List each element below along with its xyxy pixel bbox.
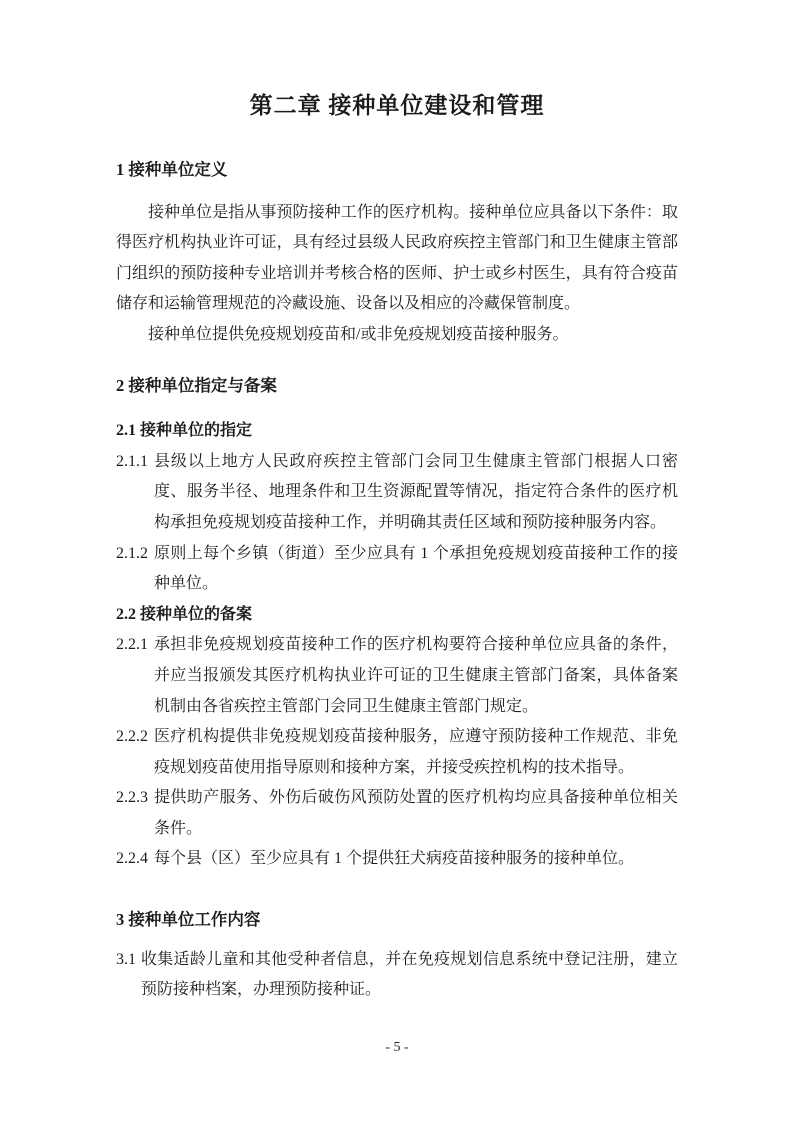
section-1-paragraph-2: 接种单位提供免疫规划疫苗和/或非免疫规划疫苗接种服务。 [148,325,569,343]
clause-text: 承担非免疫规划疫苗接种工作的医疗机构要符合接种单位应具备的条件，并应当报颁发其医疗机构执业许可证的卫生健康主管部门备案，具体备案机制由各省疾控主管部门会同卫生健康主管部门规定。 [154,636,678,715]
page-number: - 5 - [385,1039,409,1055]
clause-text: 县级以上地方人民政府疾控主管部门会同卫生健康主管部门根据人口密度、服务半径、地理条件和卫生资源配置等情况，指定符合条件的医疗机构承担免疫规划疫苗接种工作，并明确其责任区域和预防接种服务内容。 [154,452,678,531]
clause-text: 提供助产服务、外伤后破伤风预防处置的医疗机构均应具备接种单位相关条件。 [154,789,678,837]
clause-text: 收集适龄儿童和其他受种者信息，并在免疫规划信息系统中登记注册，建立预防接种档案，办理预防接种证。 [141,950,678,999]
section-2-heading: 2 接种单位指定与备案 [116,375,277,395]
chapter-title: 第二章 接种单位建设和管理 [249,93,545,118]
clause-2-1-2 [116,539,678,600]
clause-number: 2.2.3 [116,789,148,807]
clause-number: 2.1.2 [116,544,148,562]
clause-3-1 [116,945,678,1006]
section-1-heading: 1 接种单位定义 [116,160,228,179]
clause-number: 2.2.2 [116,728,148,746]
clause-number: 2.2.1 [116,636,148,654]
clause-2-2-2 [116,722,678,783]
clause-number: 2.2.4 [116,850,148,868]
clause-2-2-4 [116,844,678,875]
section-2-1-heading: 2.1 接种单位的指定 [116,422,253,440]
clause-text: 原则上每个乡镇（街道）至少应具有 1 个承担免疫规划疫苗接种工作的接种单位。 [154,544,678,593]
section-3-heading: 3 接种单位工作内容 [116,910,261,930]
clause-2-2-3 [116,783,678,844]
clause-number: 3.1 [116,950,136,968]
clause-2-1-1 [116,447,678,539]
clause-2-2-1 [116,630,678,722]
clause-text: 医疗机构提供非免疫规划疫苗接种服务，应遵守预防接种工作规范、非免疫规划疫苗使用指导原则和接种方案，并接受疾控机构的技术指导。 [154,728,678,776]
section-2-2-heading: 2.2 接种单位的备案 [116,605,253,623]
section-1-paragraph-1: 接种单位是指从事预防接种工作的医疗机构。接种单位应具备以下条件：取得医疗机构执业许可证，具有经过县级人民政府疾控主管部门和卫生健康主管部门组织的预防接种专业培训并考核合格的医师、护士或乡村医生，具有符合疫苗储存和运输管理规范的冷藏设施、设备以及相应的冷藏保管制度。 [116,203,678,313]
clause-text: 每个县（区）至少应具有 1 个提供狂犬病疫苗接种服务的接种单位。 [154,850,635,868]
clause-number: 2.1.1 [116,452,148,470]
